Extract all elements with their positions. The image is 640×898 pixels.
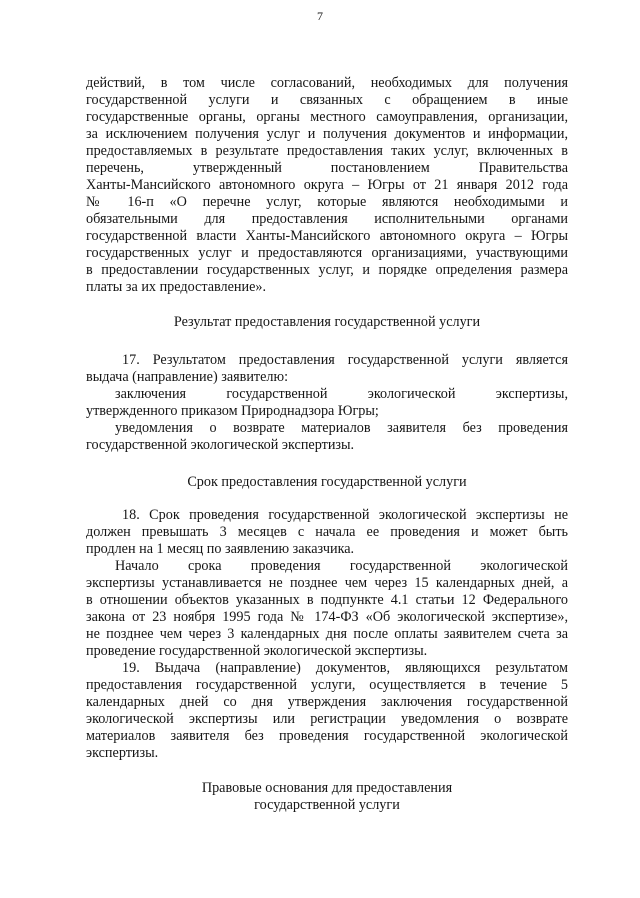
text-line: уведомления о возврате материалов заявителя без проведения xyxy=(115,420,568,436)
text-line: платы за их предоставление». xyxy=(86,279,267,295)
section-heading: Срок предоставления государственной услуги xyxy=(187,474,467,490)
text-line: не позднее чем через 3 календарных дня после оплаты заявителем счета за xyxy=(86,626,568,642)
text-line: материалов заявителя без проведения государственной экологической xyxy=(86,728,568,744)
page-number: 7 xyxy=(317,9,323,23)
text-line: перечень, утвержденный постановлением Правительства xyxy=(86,160,568,176)
text-line: закона от 23 ноября 1995 года № 174-ФЗ «Об экологической экспертизе», xyxy=(86,609,568,625)
text-line: государственной власти Ханты-Мансийского автономного округа – Югры xyxy=(86,228,568,244)
text-line: проведение государственной экологической экспертизы. xyxy=(86,643,428,659)
text-line: утвержденного приказом Природнадзора Югры; xyxy=(86,403,379,419)
text-line: государственных услуг и предоставляются организациями, участвующими xyxy=(86,245,568,261)
text-line: заключения государственной экологической экспертизы, xyxy=(115,386,568,402)
text-line: выдача (направление) заявителю: xyxy=(86,369,289,385)
text-line: государственной услуги и связанных с обращением в иные xyxy=(86,92,568,108)
term-paragraphs xyxy=(86,507,568,762)
text-line: в отношении объектов указанных в подпункте 4.1 статьи 12 Федерального xyxy=(86,592,568,608)
text-line: государственные органы, органы местного самоуправления, организации, xyxy=(86,109,568,125)
text-line: экспертизы. xyxy=(86,745,159,761)
text-line: предоставления государственной услуги, осуществляется в течение 5 xyxy=(86,677,568,693)
text-line: продлен на 1 месяц по заявлению заказчика. xyxy=(86,541,355,557)
section-heading: Результат предоставления государственной услуги xyxy=(173,314,481,330)
text-line: Ханты-Мансийского автономного округа – Югры от 21 января 2012 года xyxy=(86,177,568,193)
text-line: обязательными для предоставления исполнительными органами xyxy=(86,211,568,227)
text-line: за исключением получения услуг и получения документов и информации, xyxy=(86,126,568,142)
section-heading-result xyxy=(86,314,568,331)
text-line: № 16-п «О перечне услуг, которые являются необходимыми и xyxy=(86,194,568,210)
text-line: действий, в том числе согласований, необходимых для получения xyxy=(86,75,568,91)
text-line: Начало срока проведения государственной экологической xyxy=(115,558,568,574)
text-line: должен превышать 3 месяцев с начала ее проведения и может быть xyxy=(86,524,568,540)
text-line: 19. Выдача (направление) документов, являющихся результатом xyxy=(122,660,568,676)
text-line: 17. Результатом предоставления государственной услуги является xyxy=(122,352,568,368)
section-heading: Правовые основания для предоставления xyxy=(201,780,453,796)
text-line: календарных дней со дня утверждения заключения государственной xyxy=(86,694,568,710)
section-heading-legal xyxy=(86,780,568,814)
section-heading-term xyxy=(86,474,568,491)
result-paragraph xyxy=(86,352,568,454)
section-heading: государственной услуги xyxy=(254,797,400,813)
text-line: экспертизы устанавливается не позднее чем через 15 календарных дней, а xyxy=(86,575,568,591)
text-line: предоставляемых в результате предоставления таких услуг, включенных в xyxy=(86,143,568,159)
text-line: государственной экологической экспертизы. xyxy=(86,437,355,453)
text-line: экологической экспертизы или регистрации уведомления о возврате xyxy=(86,711,568,727)
text-line: 18. Срок проведения государственной экологической экспертизы не xyxy=(122,507,568,523)
text-line: в предоставлении государственных услуг, и порядке определения размера xyxy=(86,262,568,278)
continuation-paragraph xyxy=(86,75,568,296)
